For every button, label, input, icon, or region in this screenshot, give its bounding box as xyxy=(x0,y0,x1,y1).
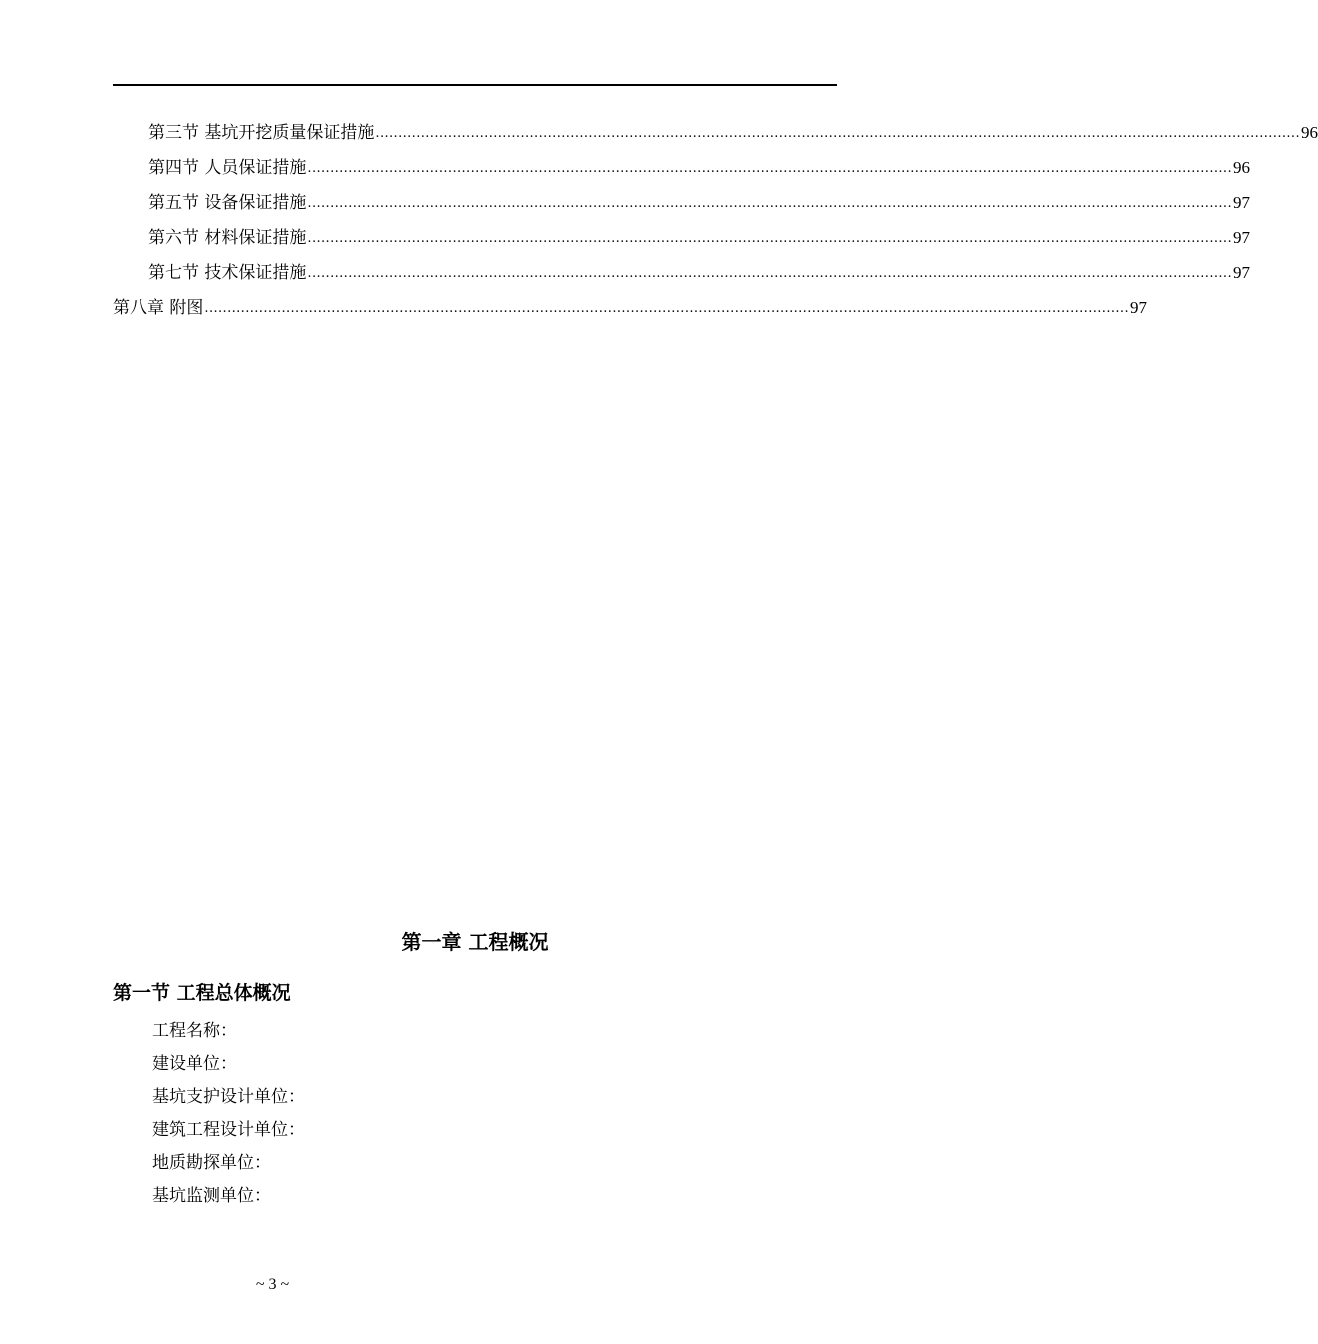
toc-entry-page: 97 xyxy=(1233,193,1250,212)
project-info-list xyxy=(152,1018,305,1216)
toc-entry-label: 第三节 基坑开挖质量保证措施 xyxy=(148,123,375,143)
project-name-field: 工程名称： xyxy=(152,1021,237,1041)
chapter-title: 第一章 工程概况 xyxy=(401,930,549,954)
toc-entry[interactable] xyxy=(113,283,1147,318)
toc-entry-page: 97 xyxy=(1233,263,1250,282)
toc-entry-page: 96 xyxy=(1233,158,1250,177)
toc-entry[interactable] xyxy=(148,178,1250,213)
construction-unit-field: 建设单位： xyxy=(152,1054,237,1074)
geological-survey-unit-field: 地质勘探单位： xyxy=(152,1153,271,1173)
support-design-unit-field: 基坑支护设计单位： xyxy=(152,1087,305,1107)
page-number: ~ 3 ~ xyxy=(255,1276,290,1293)
building-design-unit-field: 建筑工程设计单位： xyxy=(152,1120,305,1140)
toc-entry[interactable] xyxy=(148,248,1250,283)
toc-leader-dots: ............................................................................................................................................................................................................ xyxy=(307,161,1232,176)
toc-entry-label: 第七节 技术保证措施 xyxy=(148,263,307,283)
pit-monitoring-unit-field: 基坑监测单位： xyxy=(152,1186,271,1206)
toc-entry[interactable] xyxy=(148,213,1250,248)
toc-entry[interactable] xyxy=(148,108,1318,143)
section-title: 第一节 工程总体概况 xyxy=(113,982,291,1004)
toc-leader-dots: ............................................................................................................................................................................................................ xyxy=(375,126,1300,141)
toc-entry-page: 97 xyxy=(1130,298,1147,317)
toc-leader-dots: ............................................................................................................................................................................................................ xyxy=(204,301,1129,316)
header-rule xyxy=(113,84,837,86)
toc-entry[interactable] xyxy=(148,143,1250,178)
toc-entry-label: 第八章 附图 xyxy=(113,298,204,318)
toc-entry-label: 第六节 材料保证措施 xyxy=(148,228,307,248)
toc-leader-dots: ............................................................................................................................................................................................................ xyxy=(307,231,1232,246)
toc-leader-dots: ............................................................................................................................................................................................................ xyxy=(307,266,1232,281)
toc-leader-dots: ............................................................................................................................................................................................................ xyxy=(307,196,1232,211)
toc-entry-label: 第四节 人员保证措施 xyxy=(148,158,307,178)
toc-entry-page: 97 xyxy=(1233,228,1250,247)
toc-entry-page: 96 xyxy=(1301,123,1318,142)
toc-entry-label: 第五节 设备保证措施 xyxy=(148,193,307,213)
